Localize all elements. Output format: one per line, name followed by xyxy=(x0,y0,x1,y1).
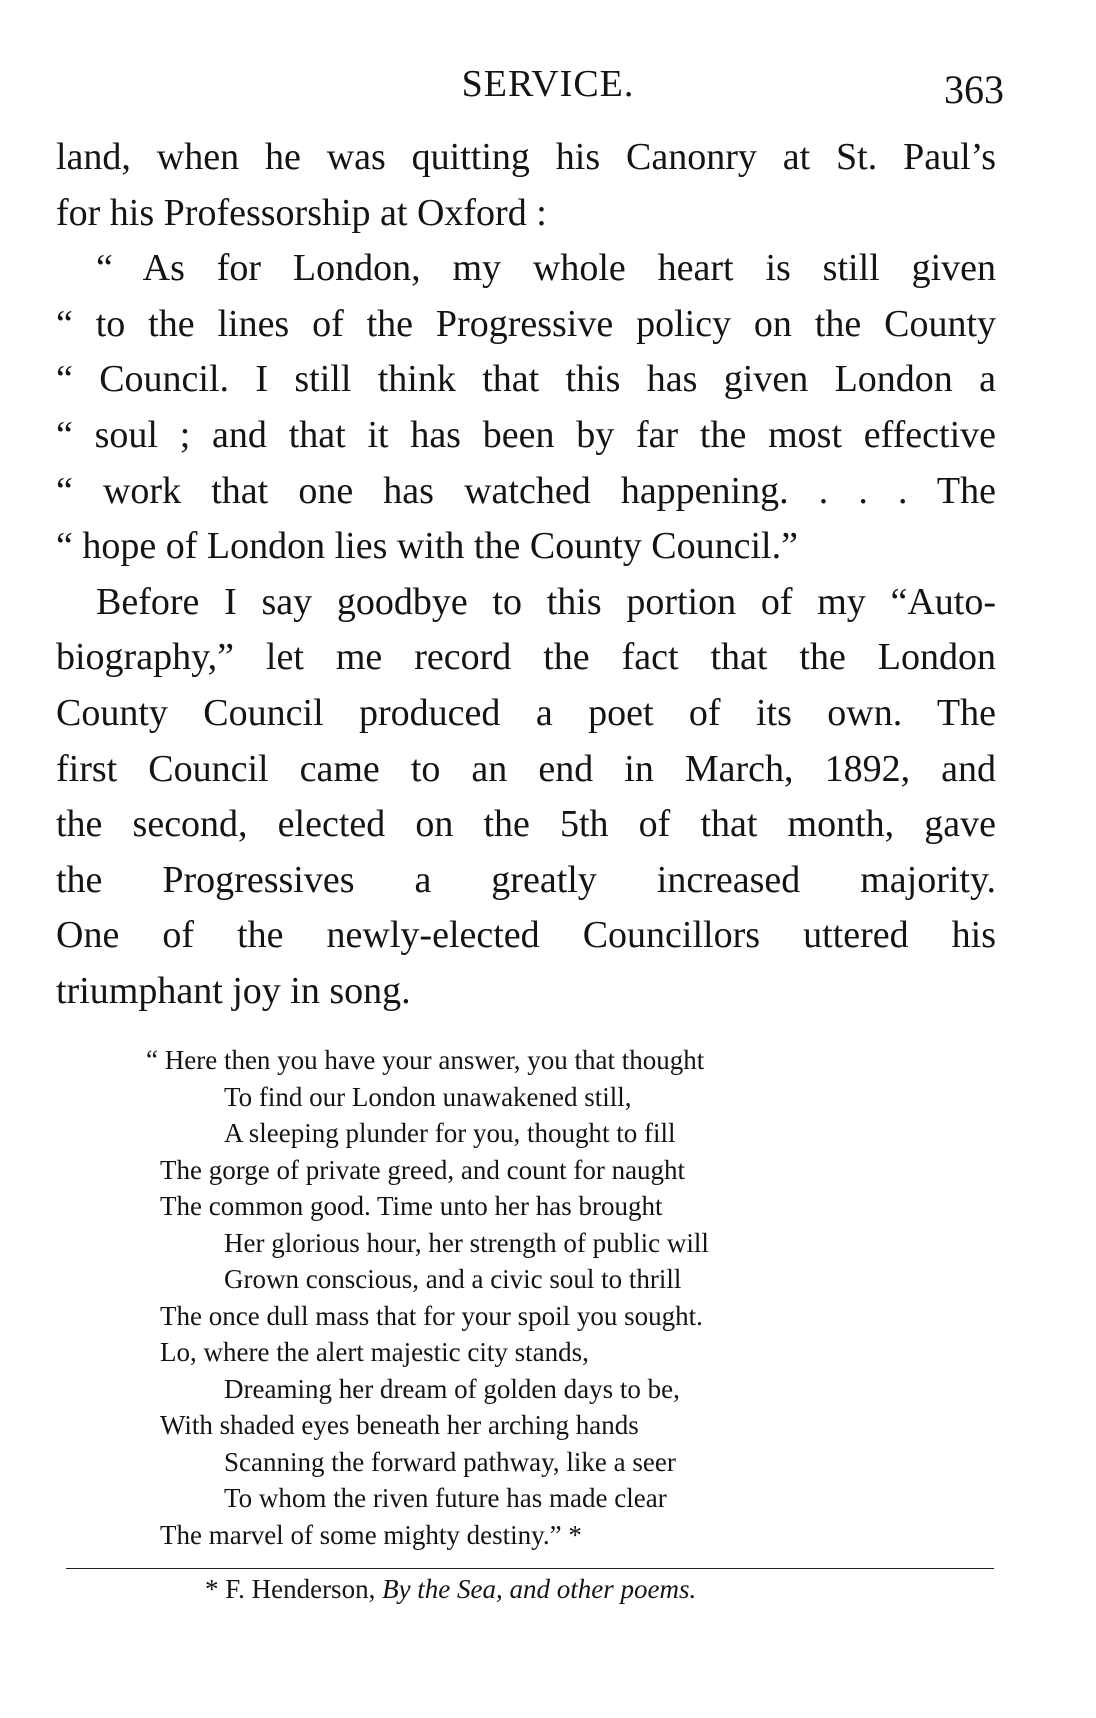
text-line: Before I say goodbye to this portion of my “Auto- xyxy=(96,580,996,623)
quote-line: “ soul ; and that it has been by far the most effective xyxy=(56,413,996,456)
poem-line: Dreaming her dream of golden days to be, xyxy=(224,1373,680,1404)
poem-line: With shaded eyes beneath her arching hands xyxy=(160,1410,639,1440)
quote-line: “ work that one has watched happening. . . . The xyxy=(56,469,996,512)
body-text xyxy=(56,130,996,1020)
poem-line: The marvel of some mighty destiny.” * xyxy=(160,1519,582,1550)
footnote-author: F. Henderson, xyxy=(225,1574,376,1604)
poem-line: The common good. Time unto her has brought xyxy=(160,1191,663,1221)
poem-line: A sleeping plunder for you, thought to fill xyxy=(224,1118,676,1148)
poem-line: “ Here then you have your answer, you that thought xyxy=(146,1045,705,1075)
poem-line: To whom the riven future has made clear xyxy=(224,1483,667,1513)
text-line: County Council produced a poet of its own. The xyxy=(56,691,996,734)
text-line: triumphant joy in song. xyxy=(56,969,411,1012)
text-line: first Council came to an end in March, 1892, and xyxy=(56,747,996,790)
text-line: for his Professorship at Oxford : xyxy=(56,191,547,234)
quote-line: “ to the lines of the Progressive policy on the County xyxy=(56,302,996,345)
text-line: biography,” let me record the fact that the London xyxy=(56,636,996,679)
footnote-marker: * xyxy=(205,1574,219,1604)
text-line: the Progressives a greatly increased majority. xyxy=(56,858,996,901)
footnote xyxy=(205,1574,696,1605)
running-head xyxy=(0,62,1096,112)
poem-line: Her glorious hour, her strength of public will xyxy=(224,1227,709,1258)
poem-line: The gorge of private greed, and count for naught xyxy=(160,1154,686,1185)
text-line: land, when he was quitting his Canonry at St. Paul’s xyxy=(56,136,996,178)
poem xyxy=(146,1042,940,1553)
poem-line: Scanning the forward pathway, like a seer xyxy=(224,1446,676,1477)
page-number: 363 xyxy=(944,67,1004,112)
poem-line: To find our London unawakened still, xyxy=(224,1081,632,1112)
quote-line: “ Council. I still think that this has given London a xyxy=(56,358,996,401)
footnote-rule xyxy=(66,1568,994,1569)
text-line: One of the newly-elected Councillors uttered his xyxy=(56,914,996,957)
text-line: the second, elected on the 5th of that month, gave xyxy=(56,803,996,846)
quote-line: “ hope of London lies with the County Council.” xyxy=(56,525,798,568)
poem-line: Lo, where the alert majestic city stands, xyxy=(160,1337,589,1367)
quote-line: “ As for London, my whole heart is still given xyxy=(96,247,996,290)
poem-line: Grown conscious, and a civic soul to thrill xyxy=(224,1264,682,1294)
running-title: SERVICE. xyxy=(461,63,635,105)
poem-line: The once dull mass that for your spoil you sought. xyxy=(160,1300,703,1331)
footnote-title: By the Sea, and other poems. xyxy=(382,1574,697,1604)
